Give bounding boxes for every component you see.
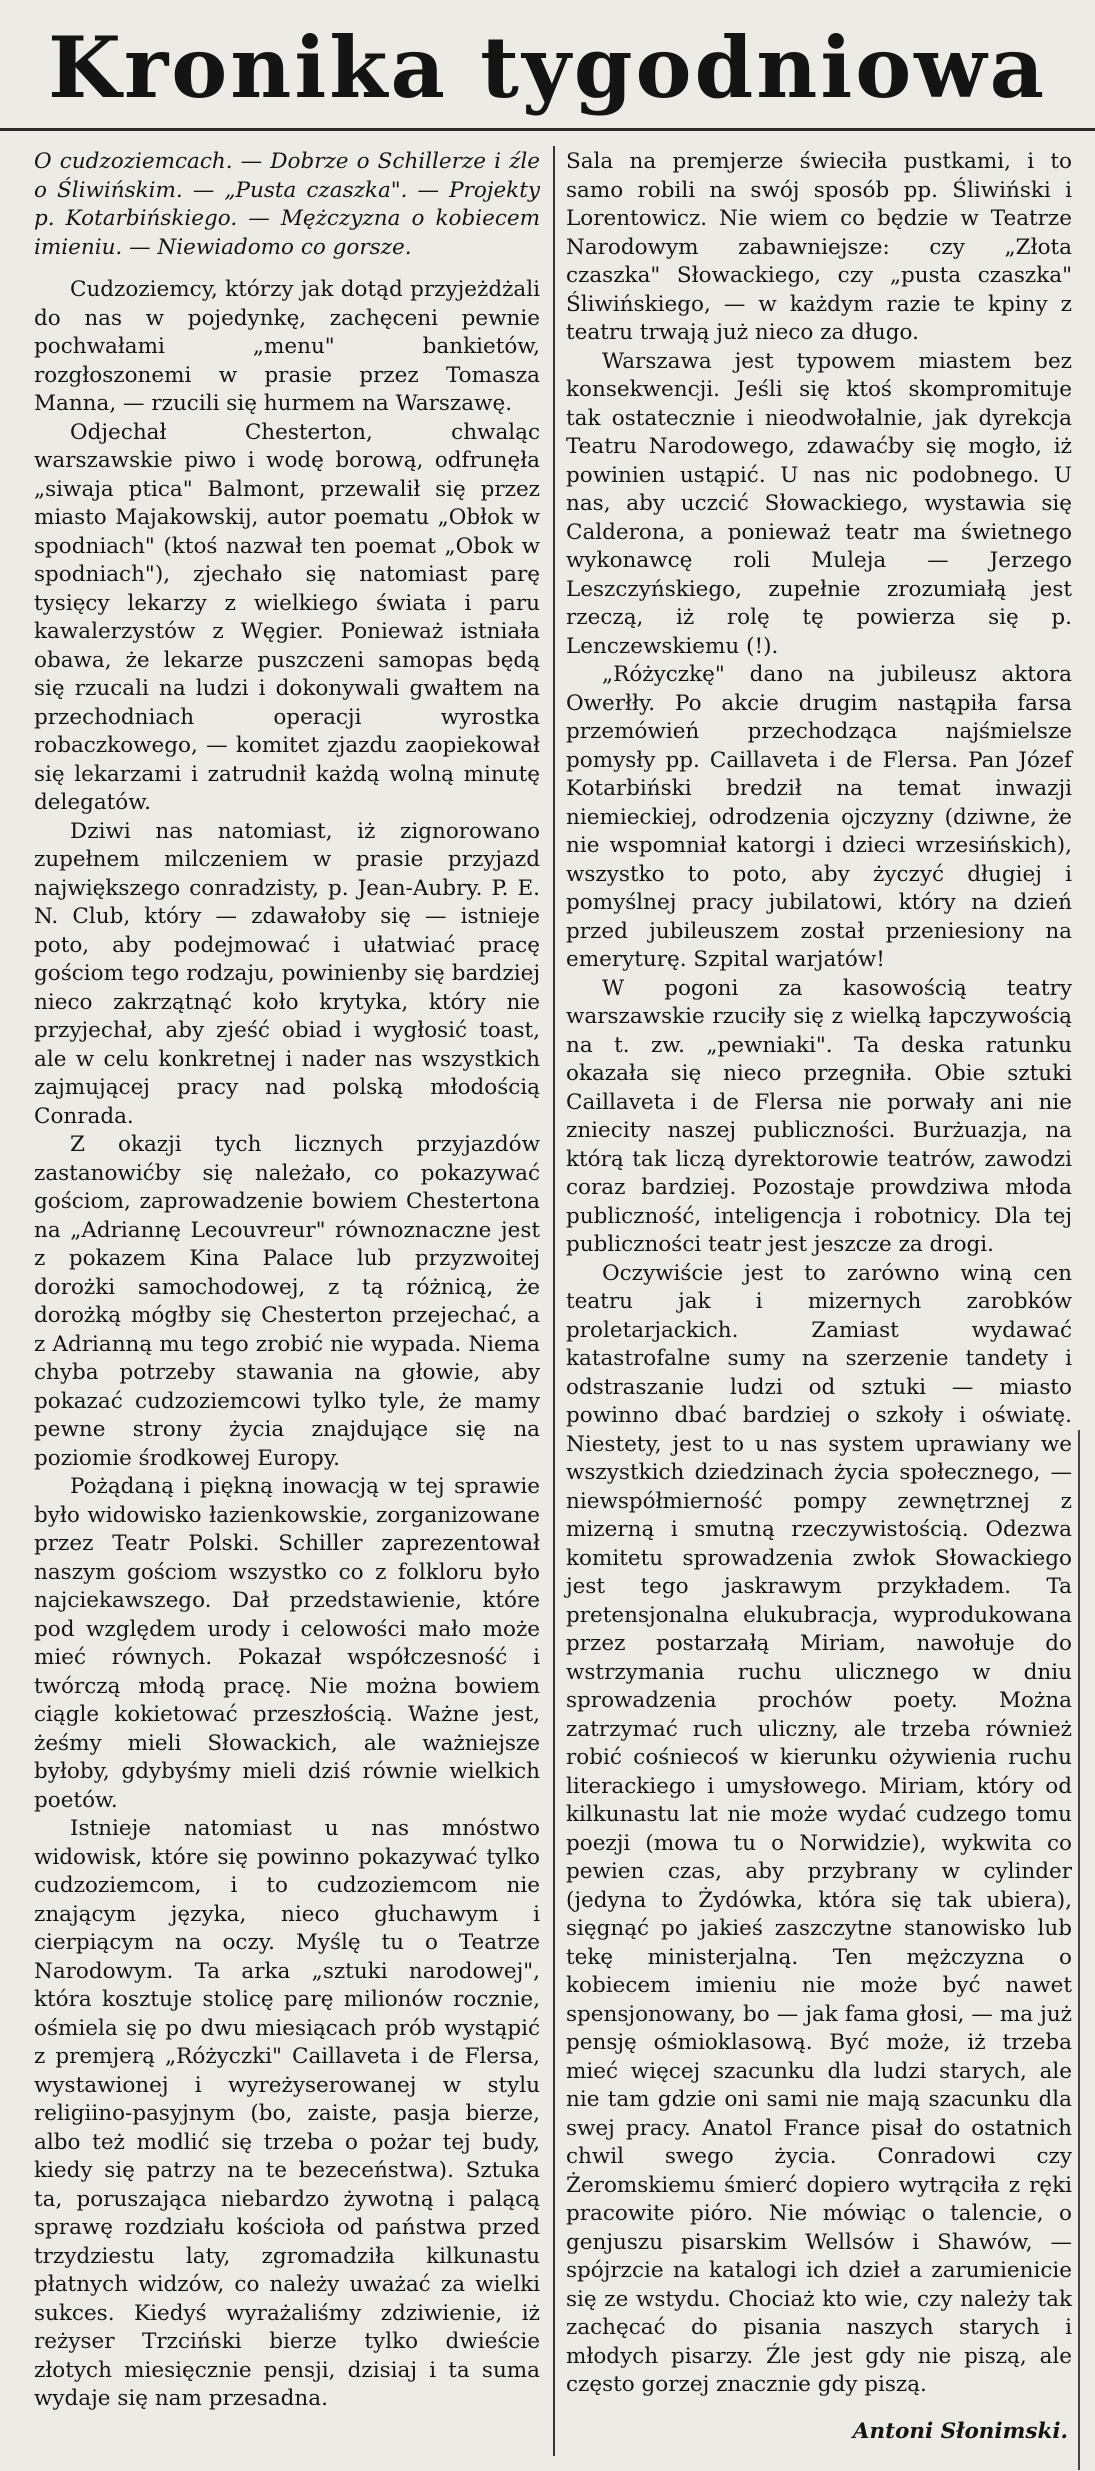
paragraph: „Różyczkę" dano na jubileusz aktora Owerłły. Po akcie drugim nastąpiła farsa przemówień przechodząca najśmielsze pomysły pp. Caillaveta i de Flersa. Pan Józef Kotarbiński bredził na temat inwazji niemieckiej, odrodzenia ojczyzny (dziwne, że nie wspomniał katorgi i dzieci wrzesińskich), wszystko to poto, aby życzyć długiej i pomyślnej pracy jubilatowi, który na dzień przed jubileuszem został przeniesiony na emeryturę. Szpital warjatów! — [566, 662, 1072, 972]
paragraph: Dziwi nas natomiast, iż zignorowano zupełnem milczeniem w prasie przyjazd największego conradzisty, p. Jean-Aubry. P. E. N. Club, który — zdawałoby się — istnieje poto, aby podejmować i ułatwiać pracę gościom tego rodzaju, powinienby się bardziej nieco zakrzątnąć koło krytyka, który nie przyjechał, aby zjeść obiad i wygłosić toast, ale w celu konkretnej i nader nas wszystkich zajmującej pracy nad polską młodością Conrada. — [34, 818, 540, 1129]
paragraph: Istnieje natomiast u nas mnóstwo widowisk, które się powinno pokazywać tylko cudzoziemcom, i to cudzoziemcom nie znającym języka, nieco głuchawym i cierpiącym na oczy. Myślę tu o Teatrze Narodowym. Ta arka „sztuki narodowej", która kosztuje stolicę parę milionów rocznie, ośmiela się po dwu miesiącach prób wystąpić z premjerą „Różyczki" Caillaveta i de Flersa, wystawionej i wyreżyserowanej w stylu religiino-pasyjnym (bo, zaiste, pasja bierze, albo też modlić się trzeba o pożar tej budy, kiedy się patrzy na te bezeceństwa). Sztuka ta, poruszająca niebardzo żywotną i palącą sprawę rozdziału kościoła od państwa przed trzydziestu laty, zgromadziła kilkunastu płatnych widzów, co należy uważać za wielki sukces. Kiedyś wyrażaliśmy zdziwienie, iż reżyser Trzciński bierze tylko dwieście złotych miesięcznie pensji, dzisiaj i ta suma wydaje się nam przesadna. — [34, 1816, 540, 2411]
paragraph: Warszawa jest typowem miastem bez konsekwencji. Jeśli się ktoś skompromituje tak ostatecznie i nieodwołalnie, jak dyrekcja Teatru Narodowego, zdawaćby się mogło, iż powinien ustąpić. U nas nic podobnego. U nas, aby uczcić Słowackiego, wystawia się Calderona, a ponieważ teatr ma świetnego wykonawcę roli Muleja — Jerzego Leszczyńskiego, zupełnie zrozumiałą jest rzeczą, iż rolę tę powierza się p. Lenczewskiemu (!). — [566, 348, 1072, 659]
paragraph: Z okazji tych licznych przyjazdów zastanowićby się należało, co pokazywać gościom, zaprowadzenie bowiem Chestertona na „Adriannę Lecouvreur" równoznaczne jest z pokazem Kina Palace lub przyzwoitej dorożki samochodowej, z tą różnicą, że dorożką mógłby się Chesterton przejechać, a z Adrianną mu tego zrobić nie wypada. Niema chyba potrzeby stawania na głowie, aby pokazać cudzoziemcowi tylko tyle, że mamy pewne strony życia znajdujące się na poziomie środkowej Europy. — [34, 1132, 540, 1471]
paragraph: Pożądaną i piękną inowacją w tej sprawie było widowisko łazienkowskie, zorganizowane przez Teatr Polski. Schiller zaprezentował naszym gościom wszystko co z folkloru było najciekawszego. Dał przedstawienie, które pod względem urody i celowości mało może mieć równych. Pokazał współczesność i twórczą młodą pracę. Nie można bowiem ciągle kokietować przeszłością. Ważne jest, żeśmy mieli Słowackich, ale ważniejsze byłoby, gdybyśmy mieli dziś równie wielkich poetów. — [34, 1474, 540, 1813]
paragraph: Sala na premjerze świeciła pustkami, i to samo robili na swój sposób pp. Śliwiński i Lorentowicz. Nie wiem co będzie w Teatrze Narodowym zabawniejsze: czy „Złota czaszka" Słowackiego, czy „pusta czaszka" Śliwińskiego, — w każdym razie te kpiny z teatru trwają już nieco za długo. — [566, 149, 1072, 345]
paragraph: Odjechał Chesterton, chwaląc warszawskie piwo i wodę borową, odfrunęła „siwaja ptica" Balmont, przewalił się przez miasto Majakowskij, autor poematu „Obłok w spodniach" (ktoś nazwał ten poemat „Obok w spodniach"), zjechało się natomiast parę tysięcy lekarzy z wielkiego świata i paru kawalerzystów z Węgier. Ponieważ istniała obawa, że lekarze puszczeni samopas będą się rzucali na ludzi i dokonywali gwałtem na przechodniach operacji wyrostka robaczkowego, — komitet zjazdu zaopiekował się lekarzami i zatrudnił każdą wolną minutę delegatów. — [34, 419, 540, 815]
page-title: Kronika tygodniowa — [48, 18, 1047, 117]
left-column — [34, 148, 540, 2414]
margin-rule — [1078, 1430, 1080, 2470]
title-rule — [0, 128, 1095, 131]
right-column — [566, 148, 1072, 2446]
article-summary: O cudzoziemcach. — Dobrze o Schillerze i źle o Śliwińskim. — „Pusta czaszka". — Projekty p. Kotarbińskiego. — Mężczyzna o kobiecem imieniu. — Niewiadomo co gorsze. — [34, 149, 540, 260]
paragraph: W pogoni za kasowością teatry warszawskie rzuciły się z wielką łapczywością na t. zw. „pewniaki". Ta deska ratunku okazała się nieco przegniła. Obie sztuki Caillaveta i de Flersa nie porwały ani nie zniecity naszej publiczności. Burżuazja, na którą tak liczą dyrektorowie teatrów, zawodzi coraz bardziej. Pozostaje prowdziwa młoda publiczność, inteligencja i robotnicy. Dla tej publiczności teatr jest jeszcze za drogi. — [566, 975, 1072, 1257]
column-divider — [553, 146, 555, 2456]
author-signature: Antoni Słonimski. — [852, 2418, 1068, 2444]
paragraph: Oczywiście jest to zarówno winą cen teatru jak i mizernych zarobków proletarjackich. Zamiast wydawać katastrofalne sumy na szerzenie tandety i odstraszanie ludzi od sztuki — miasto powinno dbać bardziej o szkoły i oświatę. Niestety, jest to u nas system uprawiany we wszystkich dziedzinach życia społecznego, — niewspółmierność pompy zewnętrznej z mizerną i smutną rzeczywistością. Odezwa komitetu sprowadzenia zwłok Słowackiego jest tego jaskrawym przykładem. Ta pretensjonalna elukubracja, wyprodukowana przez postarzałą Miriam, nawołuje do wstrzymania ruchu ulicznego w dniu sprowadzenia prochów poety. Można zatrzymać ruch uliczny, ale trzeba również robić cośniecoś w kierunku ożywienia ruchu literackiego i umysłowego. Miriam, który od kilkunastu lat nie może wydać cudzego tomu poezji (mowa tu o Norwidzie), wykwita co pewien czas, aby przybrany w cylinder (jedyna to Żydówka, która się tak ubiera), sięgnąć po jakieś zaszczytne stanowisko lub tekę ministerjalną. Ten mężczyzna o kobiecem imieniu nie może być nawet spensjonowany, bo — jak fama głosi, — ma już pensję ośmioklasową. Być może, iż trzeba mieć więcej szacunku dla ludzi starych, ale nie tam gdzie oni sami nie mają szacunku dla swej pracy. Anatol France pisał do ostatnich chwil swego życia. Conradowi czy Żeromskiemu śmierć dopiero wytrąciła z ręki pracowite pióro. Nie mówiąc o talencie, o genjuszu pisarskim Wellsów i Shawów, — spójrzcie na katalogi ich dzieł a zarumienicie się ze wstydu. Chociaż kto wie, czy należy tak zachęcać do pisania naszych starych i młodych pisarzy. Źle jest gdy nie piszą, ale często gorzej znacznie gdy piszą. — [566, 1260, 1072, 2397]
paragraph: Cudzoziemcy, którzy jak dotąd przyjeżdżali do nas w pojedynkę, zachęceni pewnie pochwałami „menu" bankietów, rozgłoszonemi w prasie przez Tomasza Manna, — rzucili się hurmem na Warszawę. — [34, 277, 540, 416]
